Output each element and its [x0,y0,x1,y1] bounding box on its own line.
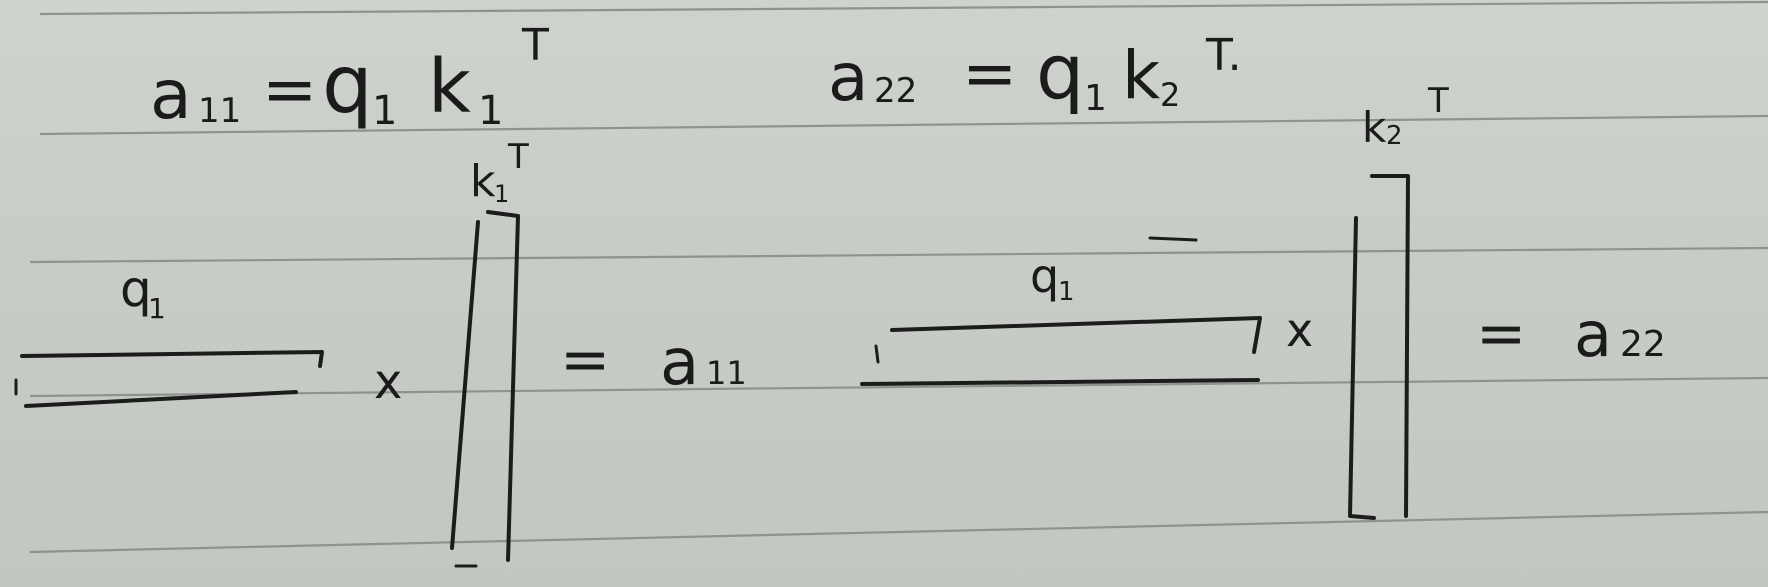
eq-a11-lhs-sub: 11 [198,91,242,131]
eq-a22-lhs: a [828,39,869,116]
eq-a11-k-sub: 1 [478,88,504,134]
right-times: x [1286,303,1314,357]
right-row-vector-tick [876,346,878,362]
right-row-label-sub: 1 [1058,277,1075,307]
eq-a22-lhs-sub: 22 [874,71,918,111]
left-times: x [374,354,403,410]
right-col-vector-right [1372,176,1408,516]
left-col-label-sub: 1 [494,180,510,208]
left-row-vector-top [22,352,322,366]
ruled-line [40,2,1768,14]
diagram-right [862,81,1666,518]
left-col-label-transpose: T [508,137,529,177]
right-row-vector-top [892,318,1260,352]
eq-a22-k: k [1122,37,1161,114]
left-result: a [660,326,700,400]
eq-a22-q-sub: 1 [1084,78,1107,119]
ruled-line [30,248,1768,262]
left-result-sub: 11 [706,354,747,392]
eq-a22-k-sub: 2 [1160,76,1181,114]
eq-a11-lhs: a [150,56,192,135]
eq-a11-k: k [428,44,471,130]
right-col-label: k [1362,103,1387,152]
eq-a11-transpose: T [522,20,549,71]
left-row-label: q [120,260,152,318]
eq-a22-equals: = [962,35,1018,112]
left-col-label: k [470,156,496,207]
left-col-vector-right [488,212,518,560]
left-equals: = [560,325,611,395]
eq-a11-equals: = [262,51,318,128]
right-result: a [1574,298,1612,371]
eq-a22-transpose: T. [1206,30,1242,81]
eq-a11-q: q [322,38,373,131]
equation-a22 [828,27,1242,119]
ruled-line [30,512,1768,552]
diagram-left [16,137,747,566]
eq-a22-q: q [1036,27,1085,116]
right-col-vector-left [1350,218,1374,518]
right-col-label-sub: 2 [1386,121,1403,151]
right-col-label-transpose: T [1428,81,1449,121]
right-equals: = [1476,299,1527,369]
right-dashes-mark [1150,238,1196,240]
left-col-vector-left [452,222,478,548]
right-row-label: q [1030,249,1060,303]
eq-a11-q-sub: 1 [372,88,398,134]
left-row-label-sub: 1 [148,292,166,325]
right-result-sub: 22 [1620,324,1666,365]
equation-a11 [150,20,549,135]
